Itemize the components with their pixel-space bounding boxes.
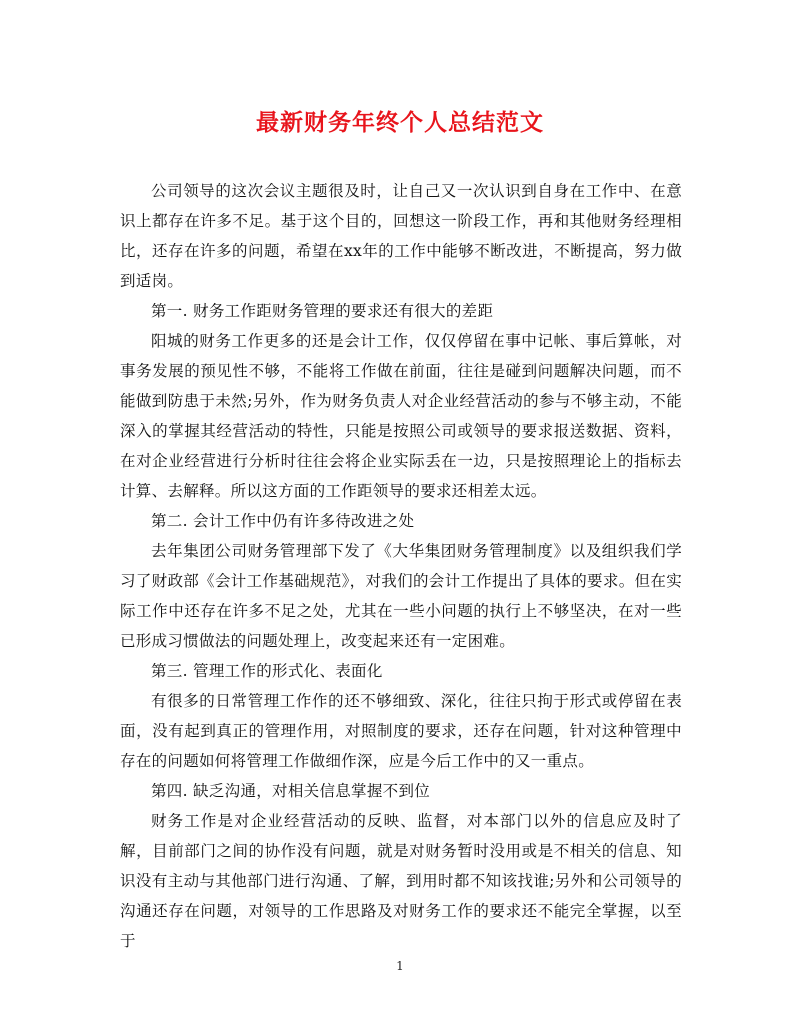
page-number: 1	[396, 959, 404, 973]
paragraph-section-1: 阳城的财务工作更多的还是会计工作，仅仅停留在事中记帐、事后算帐，对事务发展的预见性不够，不能将工作做在前面，往往是碰到问题解决问题，而不能做到防患于未然;另外，作为财务负责人对企业经营活动的参与不够主动，不能深入的掌握其经营活动的特性，只能是按照公司或领导的要求报送数据、资料，在对企业经营进行分析时往往会将企业实际丢在一边，只是按照理论上的指标去计算、去解释。所以这方面的工作距领导的要求还相差太远。	[120, 332, 682, 500]
paragraph-section-2: 去年集团公司财务管理部下发了《大华集团财务管理制度》以及组织我们学习了财政部《会计工作基础规范》，对我们的会计工作提出了具体的要求。但在实际工作中还存在许多不足之处，尤其在一些小问题的执行上不够坚决，在对一些已形成习惯做法的问题处理上，改变起来还有一定困难。	[120, 542, 682, 650]
section-heading-2: 第二. 会计工作中仍有许多待改进之处	[151, 512, 415, 530]
document-body	[120, 176, 682, 956]
paragraph-section-3: 有很多的日常管理工作作的还不够细致、深化，往往只拘于形式或停留在表面，没有起到真正的管理作用，对照制度的要求，还存在问题，针对这种管理中存在的问题如何将管理工作做细作深，应是今后工作中的又一重点。	[120, 692, 682, 770]
document-title: 最新财务年终个人总结范文	[256, 109, 544, 136]
paragraph-intro: 公司领导的这次会议主题很及时，让自己又一次认识到自身在工作中、在意识上都存在许多不足。基于这个目的，回想这一阶段工作，再和其他财务经理相比，还存在许多的问题，希望在xx年的工作中能够不断改进，不断提高，努力做到适岗。	[120, 182, 682, 290]
paragraph-section-4: 财务工作是对企业经营活动的反映、监督，对本部门以外的信息应及时了解，目前部门之间的协作没有问题，就是对财务暂时没用或是不相关的信息、知识没有主动与其他部门进行沟通、了解，到用时都不知该找谁;另外和公司领导的沟通还存在问题，对领导的工作思路及对财务工作的要求还不能完全掌握，以至于	[120, 812, 682, 950]
section-heading-4: 第四. 缺乏沟通，对相关信息掌握不到位	[151, 782, 431, 800]
section-heading-3: 第三. 管理工作的形式化、表面化	[151, 662, 383, 680]
section-heading-1: 第一. 财务工作距财务管理的要求还有很大的差距	[151, 302, 494, 320]
